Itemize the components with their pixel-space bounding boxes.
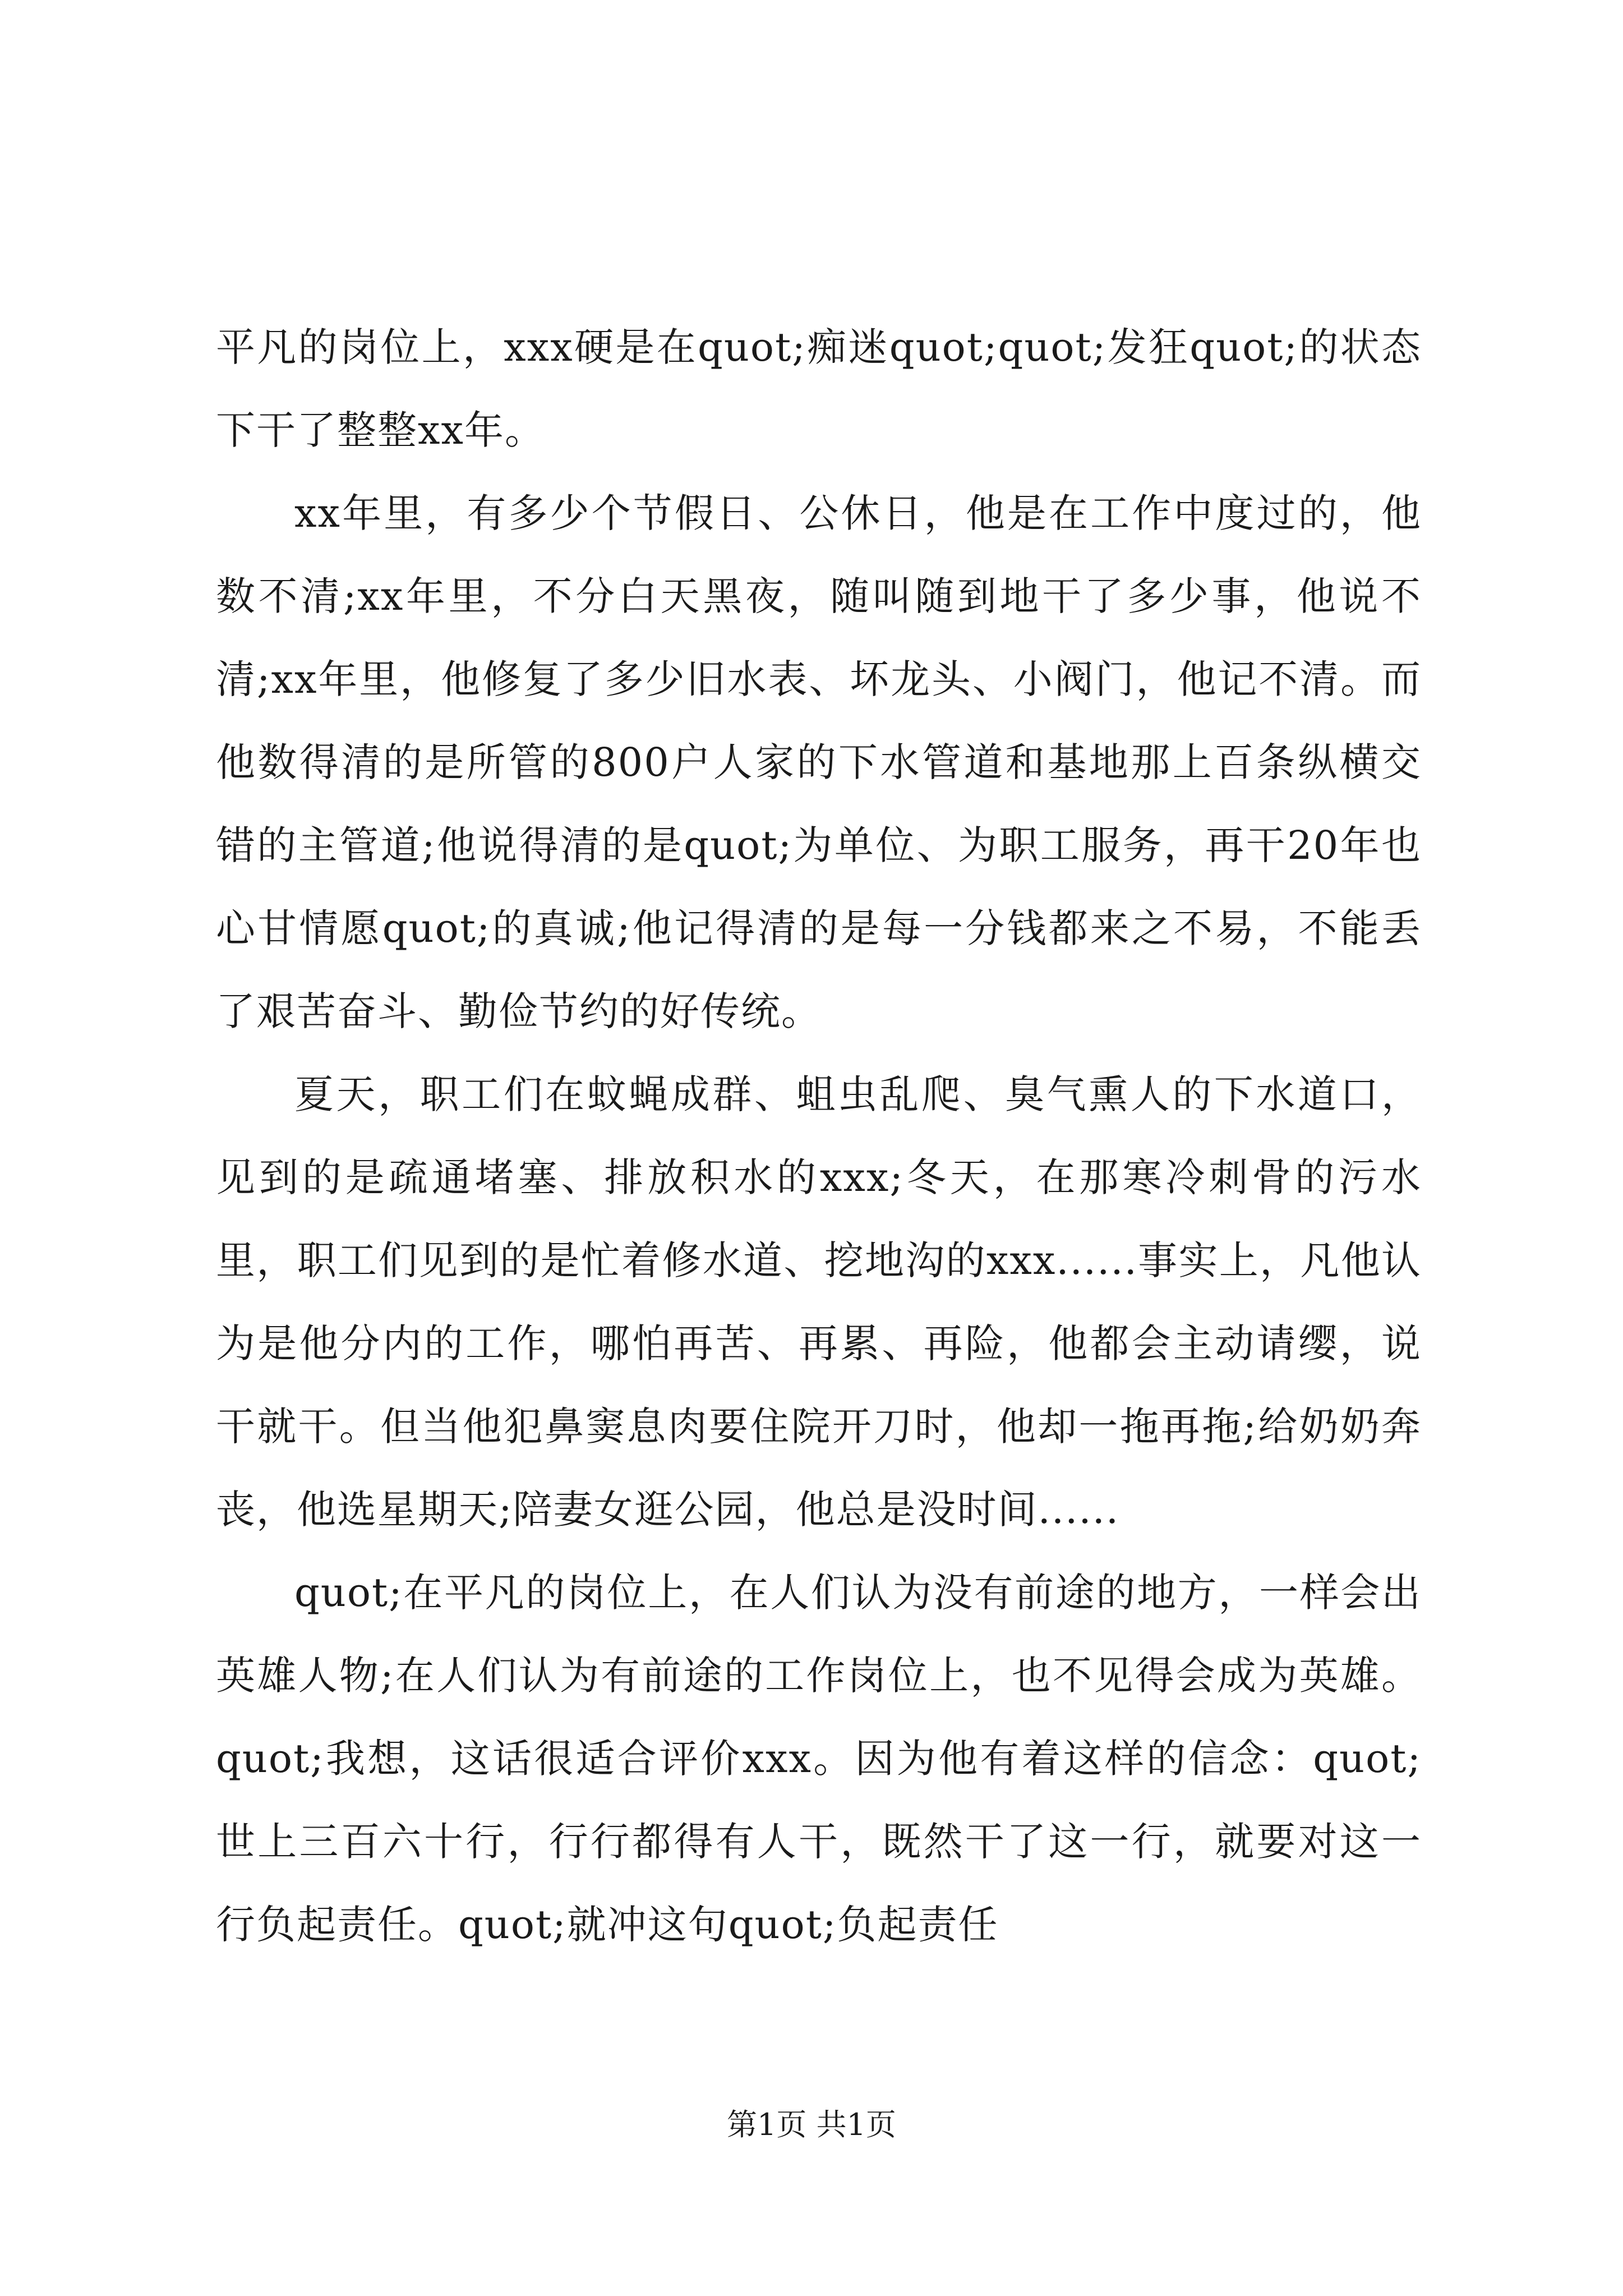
paragraph-3: 夏天，职工们在蚊蝇成群、蛆虫乱爬、臭气熏人的下水道口，见到的是疏通堵塞、排放积水的xxx;冬天，在那寒冷刺骨的污水里，职工们见到的是忙着修水道、挖地沟的xxx......事实上，凡他认为是他分内的工作，哪怕再苦、再累、再险，他都会主动请缨，说干就干。但当他犯鼻窦息肉要住院开刀时，他却一拖再拖;给奶奶奔丧，他选星期天;陪妻女逛公园，他总是没时间...... xyxy=(216,1071,1422,1533)
paragraph-1: 平凡的岗位上，xxx硬是在quot;痴迷quot;quot;发狂quot;的状态下干了整整xx年。 xyxy=(216,324,1422,453)
page-number-footer: 第1页 共1页 xyxy=(727,2107,896,2142)
document-body xyxy=(216,306,1422,1966)
paragraph-2: xx年里，有多少个节假日、公休日，他是在工作中度过的，他数不清;xx年里，不分白天黑夜，随叫随到地干了多少事，他说不清;xx年里，他修复了多少旧水表、坏龙头、小阀门，他记不清。而他数得清的是所管的800户人家的下水管道和基地那上百条纵横交错的主管道;他说得清的是quot;为单位、为职工服务，再干20年也心甘情愿quot;的真诚;他记得清的是每一分钱都来之不易，不能丢了艰苦奋斗、勤俭节约的好传统。 xyxy=(216,490,1422,1034)
paragraph-4: quot;在平凡的岗位上，在人们认为没有前途的地方，一样会出英雄人物;在人们认为有前途的工作岗位上，也不见得会成为英雄。quot;我想，这话很适合评价xxx。因为他有着这样的信念：quot;世上三百六十行，行行都得有人干，既然干了这一行，就要对这一行负起责任。quot;就冲这句quot;负起责任 xyxy=(216,1570,1422,1948)
